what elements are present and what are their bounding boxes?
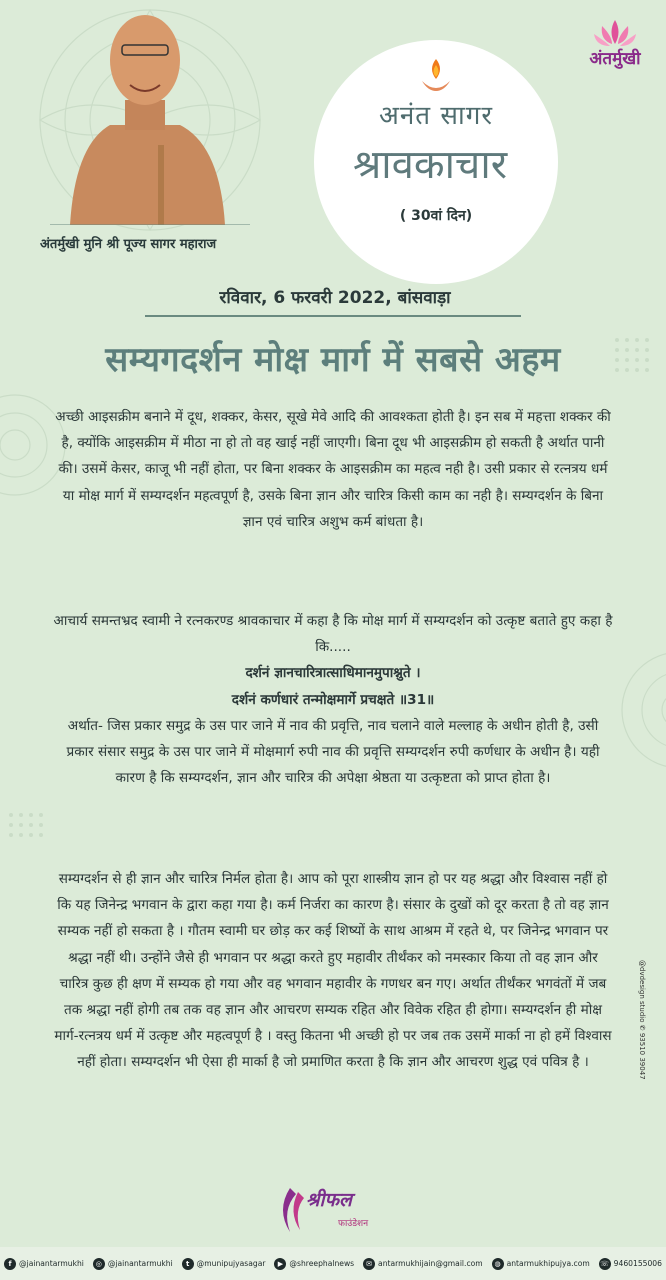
twitter-icon: t <box>182 1258 194 1270</box>
portrait-caption: अंतर्मुखी मुनि श्री पूज्य सागर महाराज <box>40 237 217 252</box>
footer-youtube-text: @shreephalnews <box>289 1259 355 1268</box>
facebook-icon: f <box>4 1258 16 1270</box>
series-title: अनंत सागर <box>379 101 493 131</box>
day-label: ( 30वां दिन) <box>399 208 473 224</box>
email-icon: ✉ <box>363 1258 375 1270</box>
designer-credit: @dvdesign studio ✆ 93510 39047 <box>638 960 646 1080</box>
article-paragraph-1: अच्छी आइसक्रीम बनाने में दूध, शक्कर, केसर, सूखे मेवे आदि की आवश्कता होती है। इन सब में महत्ता शक्कर की है, क्योंकि आइसक्रीम में मीठा ना हो तो वह खाई नहीं जाएगी। बिना दूध भी आइसक्रीम हो सकती है अर्थात पानी की। उसमें केसर, काजू भी नहीं होता, पर बिना शक्कर के आइसक्रीम का महत्व नही है। उसी प्रकार से रत्नत्रय धर्म या मोक्ष मार्ग में सम्यग्दर्शन महत्वपूर्ण है, उसके बिना ज्ञान और चारित्र किसी काम का नही है। सम्यग्दर्शन के बिना ज्ञान एवं चारित्र अशुभ कर्म बांधता है। <box>55 409 611 530</box>
article-paragraph-2 <box>52 608 614 791</box>
headline: सम्यगदर्शन मोक्ष मार्ग में सबसे अहम <box>105 340 561 380</box>
dateline-divider <box>145 315 521 317</box>
shloka-line-1: दर्शनं ज्ञानचारित्रात्साधिमानमुपाश्नुते । <box>245 665 421 682</box>
footer-facebook-text: @jainantarmukhi <box>19 1259 84 1268</box>
web-icon: ◍ <box>492 1258 504 1270</box>
footer-youtube[interactable] <box>274 1258 354 1270</box>
portrait-photo <box>40 5 250 225</box>
foundation-name: श्रीफल <box>306 1189 352 1211</box>
dot-grid-left-decoration <box>6 810 56 870</box>
social-footer <box>0 1247 666 1280</box>
footer-email[interactable] <box>363 1258 483 1270</box>
footer-website-text: antarmukhipujya.com <box>506 1259 590 1268</box>
paragraph-2-intro: आचार्य समन्तभ्रद स्वामी ने रत्नकरण्ड श्रावकाचार में कहा है कि मोक्ष मार्ग में सम्यग्दर्शन को उत्कृष्ट बताते हुए कहा है कि..... <box>53 613 613 656</box>
footer-instagram[interactable] <box>93 1258 173 1270</box>
shloka-line-2: दर्शनं कर्णधारं तन्मोक्षमार्गे प्रचक्षते ॥31॥ <box>231 691 435 708</box>
footer-whatsapp-text: 9460155006 <box>613 1259 662 1268</box>
footer-website[interactable] <box>492 1258 590 1270</box>
brand-logo-text: अंतर्मुखी <box>589 49 641 69</box>
foundation-subtitle: फाउंडेशन <box>338 1219 369 1229</box>
footer-whatsapp[interactable] <box>599 1258 662 1270</box>
flame-hand-icon <box>414 55 458 99</box>
book-title: श्रावकाचार <box>352 142 508 188</box>
instagram-icon: ◎ <box>93 1258 105 1270</box>
article-paragraph-3: सम्यग्दर्शन से ही ज्ञान और चारित्र निर्मल होता है। आप को पूरा शास्त्रीय ज्ञान हो पर यह श्रद्धा और विश्वास नहीं हो कि यह जिनेन्द्र भगवान के द्वारा कहा गया है। कर्म निर्जरा का कारण है। संसार के दुखों को दूर करता है तो वह ज्ञान सम्यक नहीं हो सकता है । गौतम स्वामी घर छोड़ कर कई शिष्यों के साथ आश्रम में रहते थे, पर जिनेन्द्र भगवान पर श्रद्धा नहीं थी। उन्होंने जैसे ही भगवान पर श्रद्धा करते हुए महावीर तीर्थंकर को नमस्कार किया तो वह ज्ञान और चारित्र कुछ ही क्षण में सम्यक हो गया और वह भगवान महावीर के गणधर बन गए। अर्थात तीर्थंकर भगवंतों में जब तक श्रद्धा नहीं होगी तब तक वह ज्ञान और आचरण सम्यक रहित और विवेक रहित ही होगा। सम्यग्दर्शन ही मोक्ष मार्ग-रत्नत्रय धर्म में उत्कृष्ट और महत्वपूर्ण है । वस्तु कितना भी अच्छी हो पर जब तक उसमें मार्का ना हो हमें विश्वास नहीं होता। सम्यग्दर्शन भी ऐसा ही मार्का है जो प्रमाणित करता है कि ज्ञान और आचरण शुद्ध एवं पवित्र है । <box>54 871 612 1071</box>
paragraph-2-meaning: अर्थात- जिस प्रकार समुद्र के उस पार जाने में नाव की प्रवृत्ति, नाव चलाने वाले मल्लाह के अधीन होती है, उसी प्रकार संसार समुद्र के उस पार जाने में मोक्षमार्ग रुपी नाव की प्रवृत्ति सम्यग्दर्शन रुपी कर्णधार के अधीन है। यही कारण है कि सम्यग्दर्शन, ज्ञान और चारित्र की अपेक्षा श्रेष्ठता या उत्कृष्टता को प्राप्त होता है। <box>66 717 600 787</box>
dateline: रविवार, 6 फरवरी 2022, बांसवाड़ा <box>219 288 451 308</box>
footer-twitter[interactable] <box>182 1258 266 1270</box>
mandala-right-decoration <box>620 640 666 780</box>
footer-email-text: antarmukhijain@gmail.com <box>378 1259 483 1268</box>
footer-instagram-text: @jainantarmukhi <box>107 1259 173 1268</box>
youtube-icon: ▶ <box>274 1258 286 1270</box>
whatsapp-icon: ☏ <box>600 1259 610 1268</box>
footer-facebook[interactable] <box>4 1258 84 1270</box>
footer-twitter-text: @munipujyasagar <box>196 1259 266 1268</box>
